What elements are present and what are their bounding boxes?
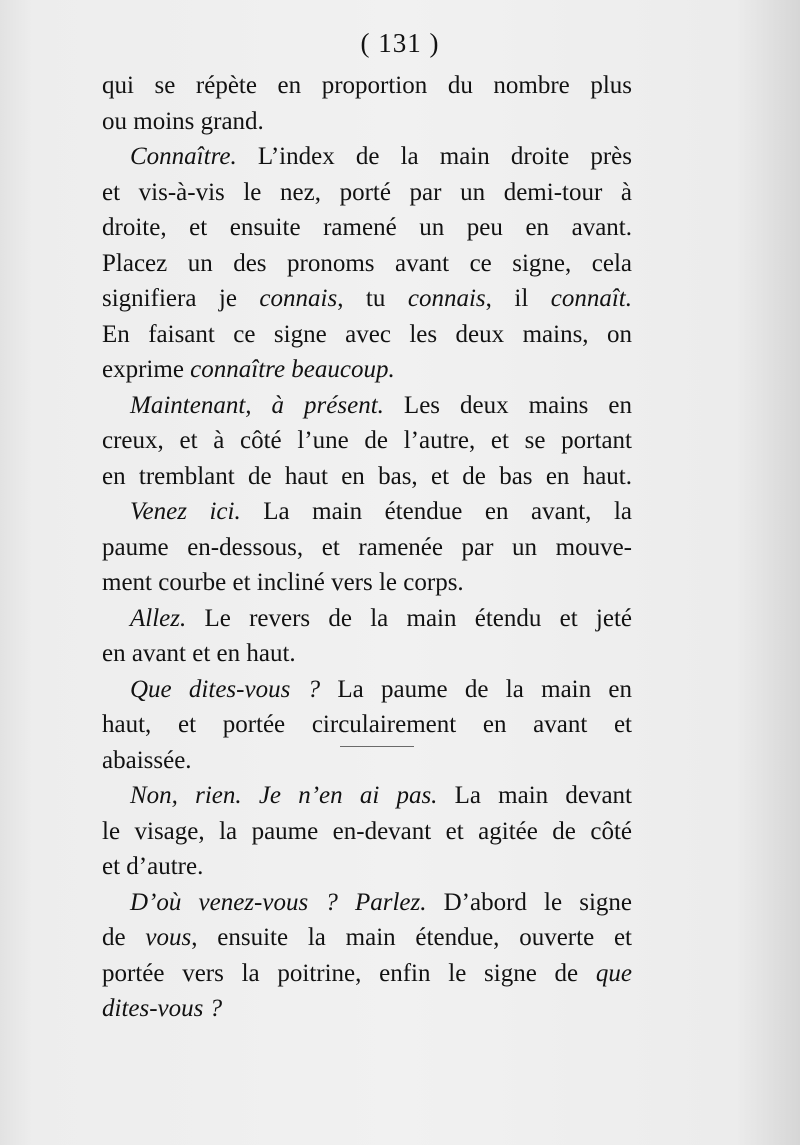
italic-term: connais bbox=[407, 285, 486, 312]
italic-term: Connaître. bbox=[130, 143, 237, 170]
text-run: L’index de la main droite près bbox=[236, 143, 632, 170]
text-run: de bbox=[102, 924, 146, 951]
text-run: haut, et portée circulairement en avant et bbox=[102, 711, 632, 738]
text-line bbox=[102, 459, 632, 495]
text-run: D’abord le signe bbox=[426, 888, 632, 916]
text-line bbox=[102, 956, 632, 992]
text-run: en tremblant de haut en bas, et de bas en haut. bbox=[102, 462, 632, 490]
text-run: abaissée. bbox=[102, 746, 192, 774]
text-line bbox=[102, 352, 632, 388]
text-run: Placez un des pronoms avant ce signe, cela bbox=[102, 249, 632, 277]
text-line bbox=[102, 210, 632, 246]
italic-term: Allez. bbox=[130, 604, 187, 632]
text-run: portée vers la poitrine, enfin le signe de bbox=[102, 959, 596, 987]
horizontal-rule bbox=[340, 746, 414, 747]
text-run: droite, et ensuite ramené un peu en avant. bbox=[102, 214, 632, 241]
text-run: en avant et en haut. bbox=[102, 640, 296, 667]
text-run: Les deux mains en bbox=[383, 391, 632, 419]
text-line bbox=[102, 175, 632, 211]
italic-term: Non, rien. Je n’en ai pas. bbox=[130, 782, 438, 809]
text-run: , ensuite la main étendue, ouverte et bbox=[191, 924, 632, 951]
text-line bbox=[102, 672, 632, 708]
text-run: qui se répète en proportion du nombre plus bbox=[102, 72, 632, 99]
text-line bbox=[102, 423, 632, 459]
text-run: ment courbe et incliné vers le corps. bbox=[102, 569, 464, 596]
text-run: signifiera je bbox=[102, 285, 260, 312]
text-line bbox=[102, 849, 632, 885]
text-line bbox=[102, 281, 632, 317]
text-line bbox=[102, 139, 632, 175]
italic-term: dites-vous ? bbox=[102, 995, 223, 1022]
text-run: La main étendue en avant, la bbox=[240, 498, 632, 525]
text-line bbox=[102, 68, 632, 104]
text-run: ou moins grand. bbox=[102, 107, 264, 135]
italic-term: vous bbox=[145, 924, 192, 951]
text-run: le visage, la paume en-devant et agitée de côté bbox=[102, 817, 632, 845]
italic-term: Maintenant, à présent. bbox=[130, 391, 384, 419]
text-line bbox=[102, 991, 632, 1027]
text-line bbox=[102, 565, 632, 601]
page-text bbox=[102, 68, 632, 1027]
text-line bbox=[102, 317, 632, 353]
text-line bbox=[102, 707, 632, 743]
text-run: et d’autre. bbox=[102, 853, 204, 880]
text-run: exprime bbox=[102, 356, 191, 383]
text-line bbox=[102, 246, 632, 282]
text-line bbox=[102, 814, 632, 850]
text-run: Le revers de la main étendu et jeté bbox=[186, 604, 632, 632]
text-run: paume en-dessous, et ramenée par un mouve- bbox=[102, 533, 632, 561]
text-line bbox=[102, 388, 632, 424]
text-line bbox=[102, 636, 632, 672]
text-run: La main devant bbox=[437, 782, 632, 809]
italic-term: connaît. bbox=[550, 285, 632, 312]
text-line bbox=[102, 885, 632, 921]
text-run: La paume de la main en bbox=[320, 675, 632, 703]
text-run: creux, et à côté l’une de l’autre, et se portant bbox=[102, 427, 632, 454]
page-number: ( 131 ) bbox=[360, 28, 440, 58]
text-run: En faisant ce signe avec les deux mains, on bbox=[102, 320, 632, 348]
italic-term: que bbox=[595, 959, 632, 987]
text-line bbox=[102, 530, 632, 566]
italic-term: Que dites-vous ? bbox=[130, 675, 321, 703]
italic-term: D’où venez-vous ? Parlez. bbox=[130, 888, 427, 916]
text-line bbox=[102, 778, 632, 814]
text-line bbox=[102, 920, 632, 956]
text-line bbox=[102, 743, 632, 779]
italic-term: connais bbox=[259, 285, 338, 312]
text-line bbox=[102, 104, 632, 140]
italic-term: connaître beaucoup. bbox=[190, 356, 395, 383]
text-line bbox=[102, 601, 632, 637]
text-run: , il bbox=[485, 285, 551, 312]
text-line bbox=[102, 494, 632, 530]
text-run: , tu bbox=[337, 285, 408, 312]
italic-term: Venez ici. bbox=[130, 498, 241, 525]
text-run: et vis-à-vis le nez, porté par un demi-tour à bbox=[102, 178, 632, 206]
